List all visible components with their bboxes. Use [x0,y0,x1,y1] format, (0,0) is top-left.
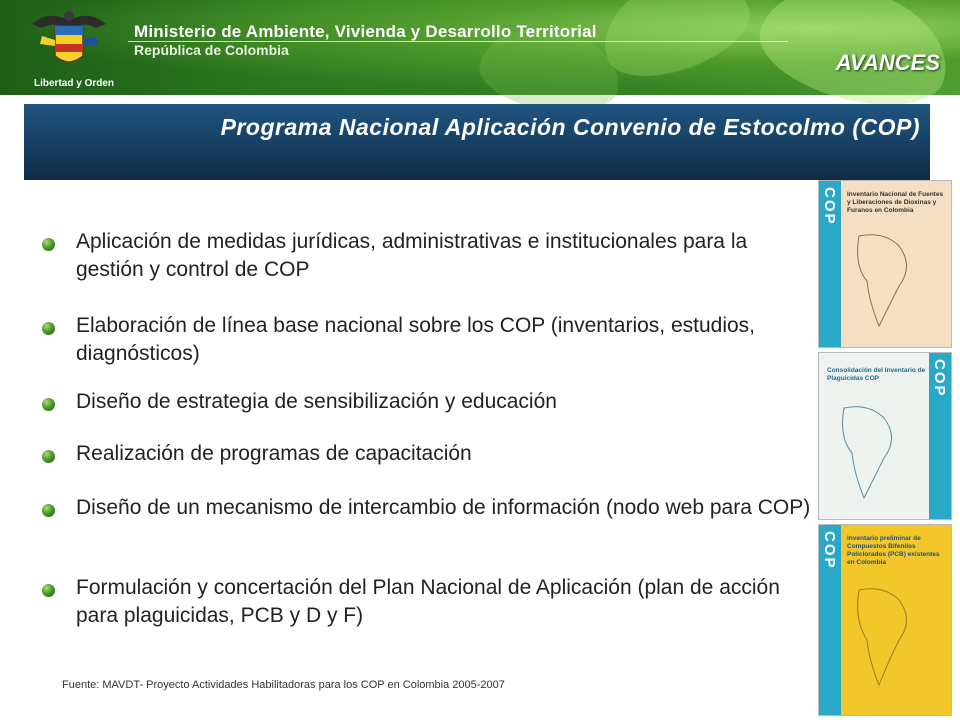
section-tag: AVANCES [835,50,940,75]
title-banner [24,104,930,180]
cover-title: Inventario preliminar de Compuestos Bifenilos Policlorados (PCB) existentes en Colombia [847,535,940,566]
bullet-icon [42,504,55,517]
bullet-icon [42,238,55,251]
report-cover-3 [818,524,952,716]
coat-of-arms-icon [28,6,110,82]
motto-text: Libertad y Orden [34,78,115,89]
cover-title: Consolidación del Inventario de Plaguicidas COP [827,367,926,382]
cover-tag: COP [821,187,838,226]
page-title: Programa Nacional Aplicación Convenio de Estocolmo (COP) [220,114,920,140]
republic-name: República de Colombia [134,42,289,58]
header-banner [0,0,960,95]
map-icon [824,403,924,503]
bullet-icon [42,584,55,597]
bullet-icon [42,322,55,335]
list-item-text: Realización de programas de capacitación [76,442,472,465]
cover-tag: COP [821,531,838,570]
list-item-text: Formulación y concertación del Plan Nacional de Aplicación (plan de acción para plaguicidas, PCB y D y F) [76,576,780,627]
cover-tag: COP [931,359,948,398]
map-icon [839,231,939,331]
report-cover-2 [818,352,952,520]
list-item-text: Elaboración de línea base nacional sobre los COP (inventarios, estudios, diagnósticos) [76,314,756,365]
bullet-icon [42,398,55,411]
list-item-text: Diseño de un mecanismo de intercambio de información (nodo web para COP) [76,496,811,519]
cover-title: Inventario Nacional de Fuentes y Liberaciones de Dioxinas y Furanos en Colombia [847,191,944,214]
map-icon [839,585,939,695]
list-item-text: Aplicación de medidas jurídicas, administrativas e institucionales para la gestión y control de COP [76,230,748,281]
ministry-name: Ministerio de Ambiente, Vivienda y Desarrollo Territorial [134,22,597,41]
source-citation: Fuente: MAVDT- Proyecto Actividades Habilitadoras para los COP en Colombia 2005-2007 [62,679,505,691]
list-item-text: Diseño de estrategia de sensibilización y educación [76,390,557,413]
report-cover-1 [818,180,952,348]
bullet-icon [42,450,55,463]
